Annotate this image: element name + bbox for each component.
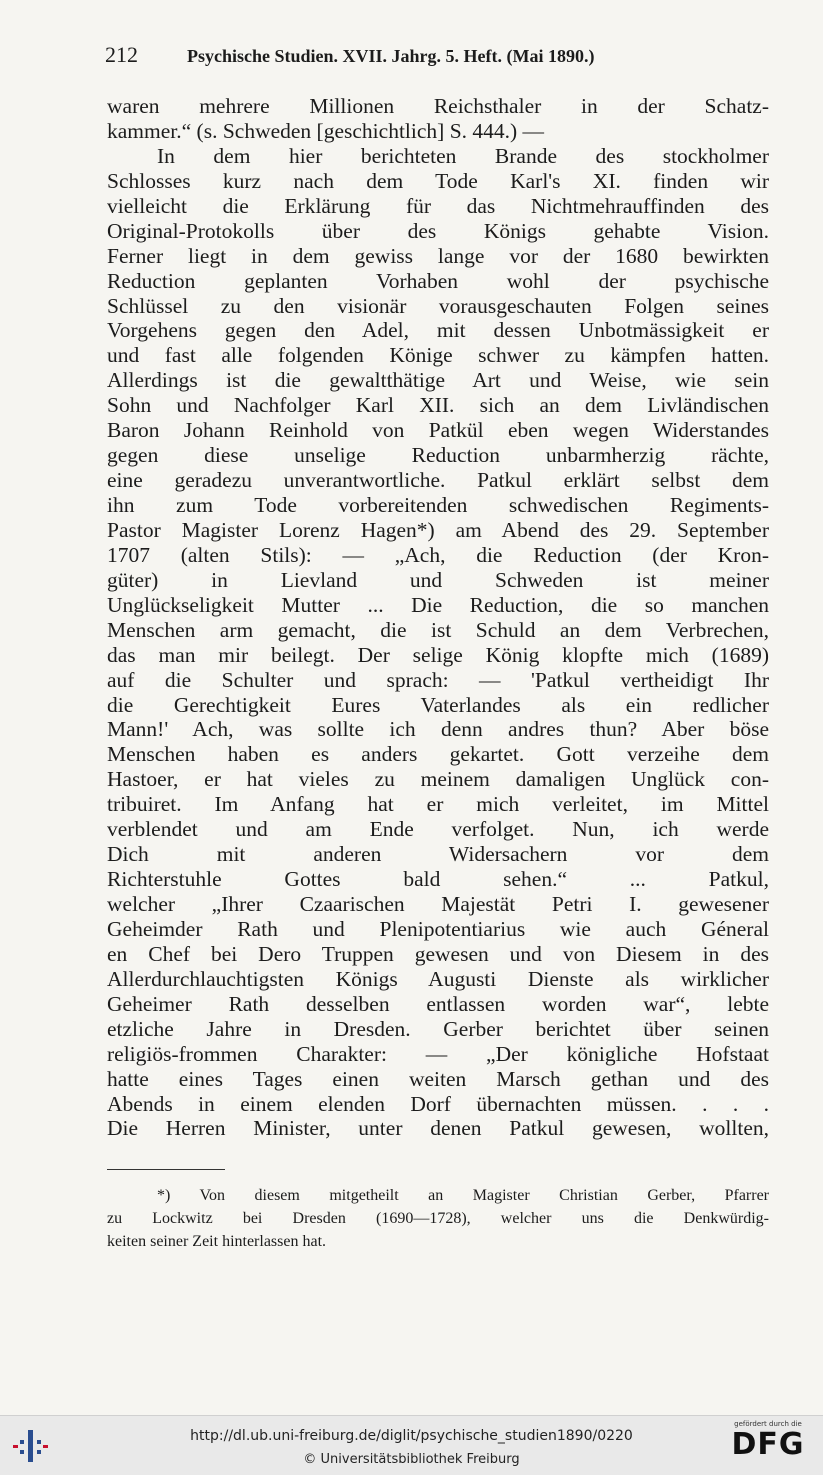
- page-number: 212: [105, 42, 138, 67]
- text-line: Allerdurchlauchtigsten Königs Augusti Dienste als wirklicher: [107, 966, 769, 991]
- permalink-url[interactable]: http://dl.ub.uni-freiburg.de/diglit/psychische_studien1890/0220: [190, 1428, 633, 1444]
- text-line: Vorgehens gegen den Adel, mit dessen Unbotmässigkeit er: [107, 318, 769, 343]
- footnote-line: *) Von diesem mitgetheilt an Magister Christian Gerber, Pfarrer: [157, 1187, 769, 1204]
- copyright-notice: © Universitätsbibliothek Freiburg: [303, 1452, 520, 1467]
- text-line: en Chef bei Dero Truppen gewesen und von Diesem in des: [107, 941, 769, 966]
- text-line: Unglückseligkeit Mutter ... Die Reduction, die so manchen: [107, 592, 769, 617]
- text-line: Schlüssel zu den visionär vorausgeschauten Folgen seines: [107, 293, 769, 318]
- body-text: [107, 94, 769, 1141]
- text-line: das man mir beilegt. Der selige König klopfte mich (1689): [107, 642, 769, 667]
- text-line: etzliche Jahre in Dresden. Gerber berichtet über seinen: [107, 1016, 769, 1041]
- text-line: vielleicht die Erklärung für das Nichtmehrauffinden des: [107, 193, 769, 218]
- text-line: Menschen haben es anders gekartet. Gott verzeihe dem: [107, 742, 769, 767]
- text-line: Die Herren Minister, unter denen Patkul gewesen, wollten,: [107, 1116, 769, 1141]
- text-line: verblendet und am Ende verfolget. Nun, ich werde: [107, 817, 769, 842]
- text-line: tribuiret. Im Anfang hat er mich verleitet, im Mittel: [107, 792, 769, 817]
- footnote-line: keiten seiner Zeit hinterlassen hat.: [107, 1233, 327, 1250]
- text-line: Geheimer Rath desselben entlassen worden war“, lebte: [107, 991, 769, 1016]
- text-line: In dem hier berichteten Brande des stockholmer: [157, 143, 769, 168]
- text-line: Reduction geplanten Vorhaben wohl der psychische: [107, 268, 769, 293]
- dfg-logo: [723, 1420, 813, 1470]
- dfg-tagline: gefördert durch die: [734, 1420, 802, 1428]
- text-line: Menschen arm gemacht, die ist Schuld an dem Verbrechen,: [107, 617, 769, 642]
- text-line: eine geradezu unverantwortliche. Patkul erklärt selbst dem: [107, 468, 769, 493]
- text-line: Pastor Magister Lorenz Hagen*) am Abend des 29. September: [107, 517, 769, 542]
- text-line: Geheimder Rath und Plenipotentiarius wie auch Géneral: [107, 916, 769, 941]
- text-line: Sohn und Nachfolger Karl XII. sich an dem Livländischen: [107, 393, 769, 418]
- dfg-wordmark: DFG: [731, 1427, 805, 1462]
- text-line: hatte eines Tages einen weiten Marsch gethan und des: [107, 1066, 769, 1091]
- text-line: ihn zum Tode vorbereitenden schwedischen Regiments-: [107, 493, 769, 517]
- text-line: Hastoer, er hat vieles zu meinem damaligen Unglück con-: [107, 767, 769, 792]
- text-line: religiös-frommen Charakter: — „Der königliche Hofstaat: [107, 1041, 769, 1066]
- text-line: und fast alle folgenden Könige schwer zu kämpfen hatten.: [107, 343, 769, 368]
- text-line: güter) in Lievland und Schweden ist meiner: [107, 567, 769, 592]
- text-line: Original-Protokolls über des Königs gehabte Vision.: [107, 218, 769, 243]
- running-title: Psychische Studien. XVII. Jahrg. 5. Heft. (Mai 1890.): [187, 46, 595, 66]
- text-line: Ferner liegt in dem gewiss lange vor der 1680 bewirkten: [107, 243, 769, 268]
- text-line: Abends in einem elenden Dorf übernachten müssen. . . .: [107, 1091, 769, 1116]
- text-line: welcher „Ihrer Czaarischen Majestät Petri I. gewesener: [107, 892, 769, 916]
- text-line: waren mehrere Millionen Reichsthaler in der Schatz-: [107, 94, 769, 118]
- text-line: Dich mit anderen Widersachern vor dem: [107, 842, 769, 867]
- text-line: Allerdings ist die gewaltthätige Art und Weise, wie sein: [107, 368, 769, 393]
- text-line: auf die Schulter und sprach: — 'Patkul vertheidigt Ihr: [107, 667, 769, 692]
- text-line: gegen diese unselige Reduction unbarmherzig rächte,: [107, 443, 769, 468]
- text-line: Mann!' Ach, was sollte ich denn andres thun? Aber böse: [107, 717, 769, 742]
- viewer-footer: [0, 1415, 823, 1475]
- text-line: kammer.“ (s. Schweden [geschichtlich] S. 444.) —: [107, 118, 545, 143]
- footnote: [107, 1184, 769, 1253]
- footnote-line: zu Lockwitz bei Dresden (1690—1728), welcher uns die Denkwürdig-: [107, 1210, 769, 1227]
- text-line: die Gerechtigkeit Eures Vaterlandes als ein redlicher: [107, 692, 769, 717]
- text-line: Baron Johann Reinhold von Patkül eben wegen Widerstandes: [107, 418, 769, 443]
- footnote-divider: [107, 1169, 225, 1170]
- text-line: Richterstuhle Gottes bald sehen.“ ... Patkul,: [107, 867, 769, 892]
- text-line: 1707 (alten Stils): — „Ach, die Reduction (der Kron-: [107, 542, 769, 567]
- text-line: Schlosses kurz nach dem Tode Karl's XI. finden wir: [107, 168, 769, 193]
